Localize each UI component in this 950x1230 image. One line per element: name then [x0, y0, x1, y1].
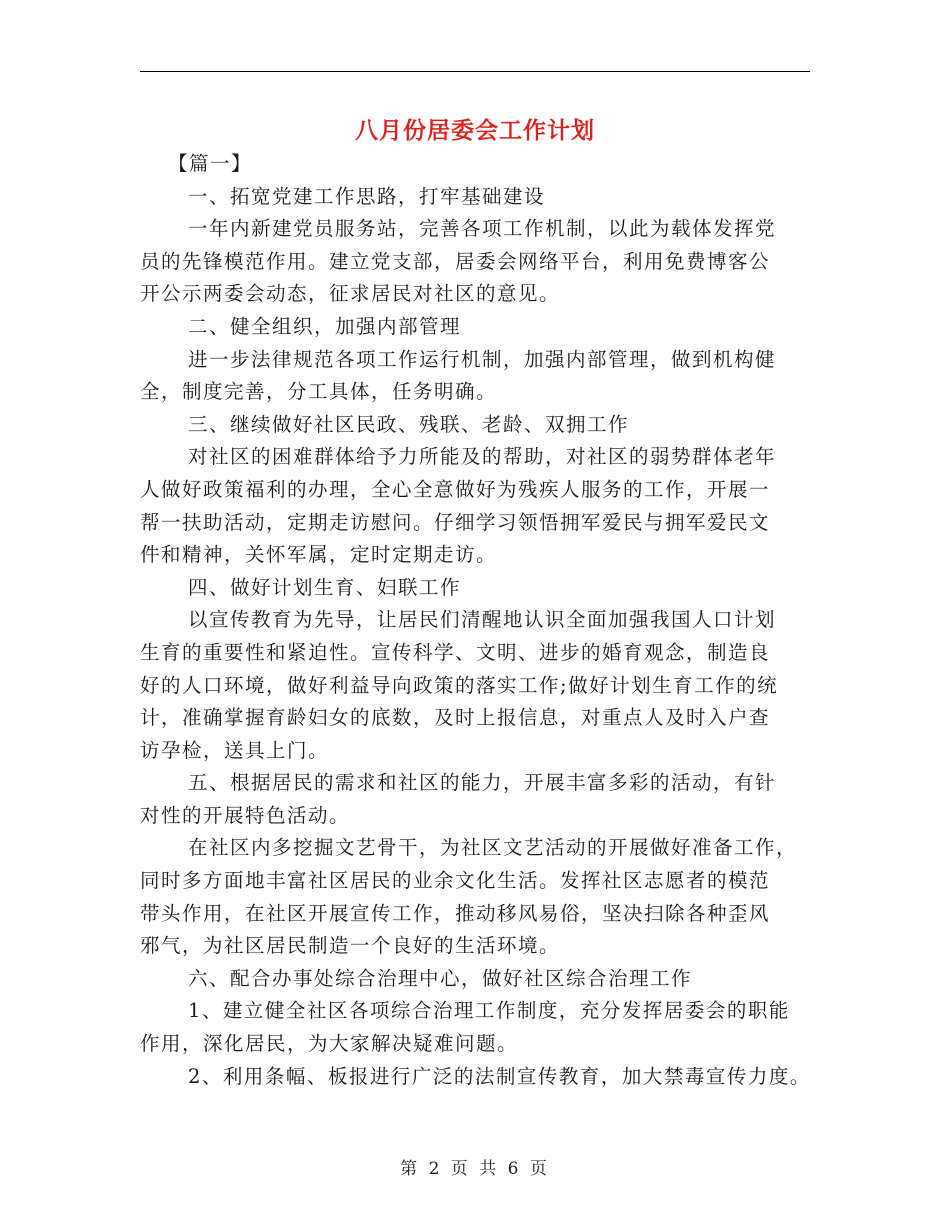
paragraph-line: 【篇一】: [168, 152, 253, 175]
paragraph-line: 同时多方面地丰富社区居民的业余文化生活。发挥社区志愿者的模范: [140, 869, 771, 893]
paragraph-line: 好的人口环境，做好利益导向政策的落实工作;做好计划生育工作的统: [140, 673, 779, 697]
paragraph-line: 件和精神，关怀军属，定时定期走访。: [140, 543, 498, 567]
paragraph-line: 以宣传教育为先导，让居民们清醒地认识全面加强我国人口计划: [188, 608, 777, 632]
paragraph-line: 带头作用，在社区开展宣传工作，推动移风易俗，坚决扫除各种歪风: [140, 901, 771, 925]
paragraph-line: 人做好政策福利的办理，全心全意做好为残疾人服务的工作，开展一: [140, 477, 771, 501]
paragraph-line: 在社区内多挖掘文艺骨干，为社区文艺活动的开展做好准备工作，: [188, 836, 798, 860]
document-body: [140, 148, 820, 1093]
paragraph-line: 作用，深化居民，为大家解决疑难问题。: [140, 1032, 519, 1056]
paragraph-line: 六、配合办事处综合治理中心，做好社区综合治理工作: [188, 966, 693, 990]
paragraph-line: 三、继续做好社区民政、残联、老龄、双拥工作: [188, 412, 630, 436]
document-title: 八月份居委会工作计划: [355, 117, 595, 144]
paragraph-line: 1、建立健全社区各项综合治理工作制度，充分发挥居委会的职能: [188, 999, 790, 1023]
paragraph-line: 对社区的困难群体给予力所能及的帮助，对社区的弱势群体老年: [188, 445, 777, 469]
paragraph-line: 帮一扶助活动，定期走访慰问。仔细学习领悟拥军爱民与拥军爱民文: [140, 510, 771, 534]
header-rule: [140, 71, 810, 72]
paragraph-line: 一、拓宽党建工作思路，打牢基础建设: [188, 184, 546, 208]
paragraph-line: 员的先锋模范作用。建立党支部，居委会网络平台，利用免费博客公: [140, 249, 771, 273]
page-footer: 第 2 页 共 6 页: [400, 1159, 550, 1179]
paragraph-line: 2、利用条幅、板报进行广泛的法制宣传教育，加大禁毒宣传力度。: [188, 1064, 811, 1088]
paragraph-line: 四、做好计划生育、妇联工作: [188, 575, 462, 599]
paragraph-line: 进一步法律规范各项工作运行机制，加强内部管理，做到机构健: [188, 347, 777, 371]
paragraph-line: 五、根据居民的需求和社区的能力，开展丰富多彩的活动，有针: [188, 771, 777, 795]
paragraph-line: 访孕检，送具上门。: [140, 738, 330, 762]
paragraph-line: 开公示两委会动态，征求居民对社区的意见。: [140, 282, 561, 306]
paragraph-line: 全，制度完善，分工具体，任务明确。: [140, 380, 498, 404]
paragraph-line: 邪气，为社区居民制造一个良好的生活环境。: [140, 934, 561, 958]
paragraph-line: 二、健全组织，加强内部管理: [188, 314, 462, 338]
paragraph-line: 对性的开展特色活动。: [140, 803, 351, 827]
paragraph-line: 生育的重要性和紧迫性。宣传科学、文明、进步的婚育观念，制造良: [140, 640, 771, 664]
paragraph-line: 一年内新建党员服务站，完善各项工作机制，以此为载体发挥党: [188, 217, 777, 241]
paragraph-line: 计，准确掌握育龄妇女的底数，及时上报信息，对重点人及时入户查: [140, 706, 771, 730]
